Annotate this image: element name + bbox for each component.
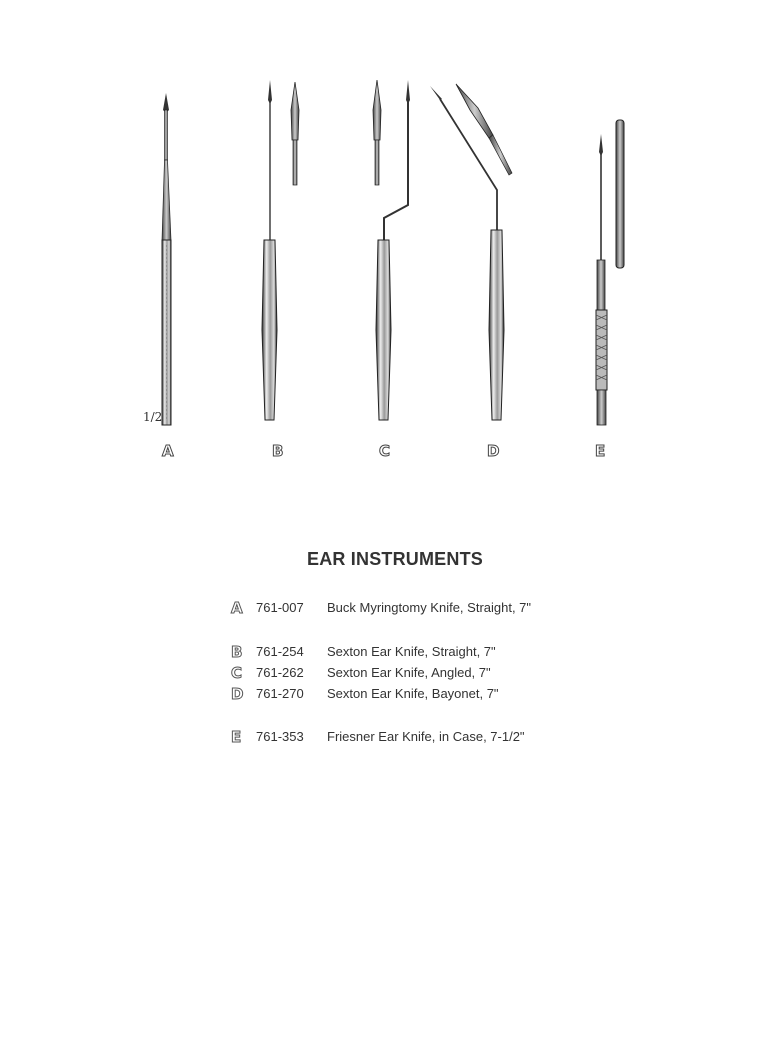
figure-label-d: D: [487, 442, 500, 460]
instruments-illustration: [0, 0, 780, 470]
instrument-c: [373, 80, 410, 420]
figure-label-c: C: [379, 442, 391, 460]
item-description: Sexton Ear Knife, Straight, 7": [327, 644, 496, 659]
item-description: Buck Myringtomy Knife, Straight, 7": [327, 600, 532, 615]
item-catalog-number: 761-270: [256, 686, 304, 701]
item-catalog-number: 761-353: [256, 729, 304, 744]
instrument-e: [596, 120, 624, 425]
item-letter: C: [231, 664, 243, 682]
instruments-drawing: [0, 0, 780, 470]
page-title: EAR INSTRUMENTS: [306, 549, 483, 569]
instrument-b: [262, 80, 299, 420]
item-catalog-number: 761-262: [256, 665, 304, 680]
item-letter: B: [231, 643, 243, 661]
instrument-d: [430, 84, 512, 420]
figure-label-e: E: [595, 442, 606, 460]
scale-label: 1/2: [143, 410, 163, 424]
instrument-a: [162, 93, 171, 425]
figure-label-a: A: [162, 442, 174, 460]
item-description: Sexton Ear Knife, Bayonet, 7": [327, 686, 499, 701]
item-description: Friesner Ear Knife, in Case, 7-1/2": [327, 729, 525, 744]
item-description: Sexton Ear Knife, Angled, 7": [327, 665, 491, 680]
item-letter: D: [231, 685, 244, 703]
item-letter: E: [231, 728, 242, 746]
item-letter: A: [231, 599, 243, 617]
item-catalog-number: 761-254: [256, 644, 304, 659]
figure-label-b: B: [272, 442, 284, 460]
item-catalog-number: 761-007: [256, 600, 304, 615]
